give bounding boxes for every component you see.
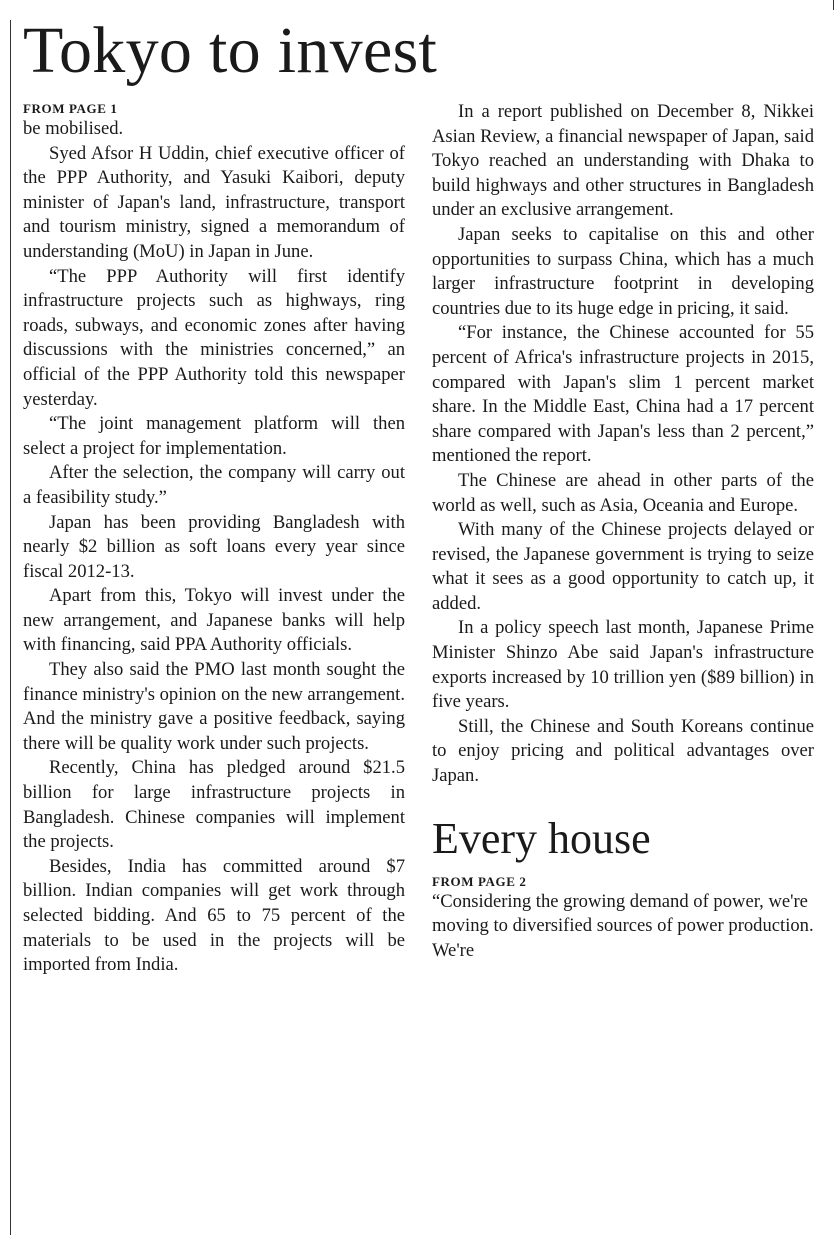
paragraph: Still, the Chinese and South Koreans continue to enjoy pricing and political advantages over Japan. bbox=[432, 715, 814, 787]
headline-tokyo-to-invest: Tokyo to invest bbox=[23, 14, 438, 87]
paragraph: With many of the Chinese projects delayed or revised, the Japanese government is trying to seize what it sees as a good opportunity to catch up, it added. bbox=[432, 519, 814, 614]
paragraph: “Considering the growing demand of power, we're moving to diversified sources of power production. We're bbox=[432, 890, 814, 961]
paragraph: Recently, China has pledged around $21.5 billion for large infrastructure projects in Bangladesh. Chinese companies will implement the projects. bbox=[23, 757, 405, 853]
paragraph: They also said the PMO last month sought the finance ministry's opinion on the new arrangement. And the ministry gave a positive feedback, saying there will be quality work under such projects. bbox=[23, 659, 405, 754]
paragraph: Besides, India has committed around $7 billion. Indian companies will get work through selected bidding. And 65 to 75 percent of the materials to be used in the projects will be imported from India. bbox=[23, 855, 405, 976]
column-rule-left bbox=[10, 20, 11, 1235]
paragraph: Japan seeks to capitalise on this and other opportunities to surpass China, which has a much larger infrastructure footprint in developing countries due to its huge edge in pricing, it said. bbox=[432, 223, 814, 319]
paragraph: In a report published on December 8, Nikkei Asian Review, a financial newspaper of Japan, said Tokyo reached an understanding with Dhaka to build highways and other structures in Bangladesh under an exclusive arrangement. bbox=[432, 101, 814, 221]
paragraph: be mobilised. bbox=[23, 118, 124, 139]
paragraph: In a policy speech last month, Japanese Prime Minister Shinzo Abe said Japan's infrastructure exports increased by 10 trillion yen ($89 billion) in five years. bbox=[432, 617, 814, 713]
paragraph: After the selection, the company will carry out a feasibility study.” bbox=[23, 462, 405, 508]
jump-kicker: FROM PAGE 1 bbox=[23, 101, 118, 116]
paragraph: Japan has been providing Bangladesh with nearly $2 billion as soft loans every year since fiscal 2012-13. bbox=[23, 511, 405, 582]
paragraph: Apart from this, Tokyo will invest under the new arrangement, and Japanese banks will help with financing, said PPA Authority officials. bbox=[23, 585, 405, 656]
paragraph: “For instance, the Chinese accounted for 55 percent of Africa's infrastructure projects in 2015, compared with Japan's slim 1 percent market share. In the Middle East, China had a 17 percent share compared with Japan's less than 2 percent,” mentioned the report. bbox=[432, 322, 814, 467]
paragraph: “The joint management platform will then select a project for implementation. bbox=[23, 413, 405, 459]
paragraph: Syed Afsor H Uddin, chief executive officer of the PPP Authority, and Yasuki Kaibori, deputy minister of Japan's land, infrastructure, transport and tourism ministry, signed a memorandum of understanding (MoU) in Japan in June. bbox=[23, 142, 405, 262]
paragraph: “The PPP Authority will first identify infrastructure projects such as highways, ring roads, subways, and economic zones after having discussions with the ministries concerned,” an official of the PPP Authority told this newspaper yesterday. bbox=[23, 265, 405, 410]
column-rule-right bbox=[833, 0, 834, 10]
paragraph: The Chinese are ahead in other parts of the world as well, such as Asia, Oceania and Europe. bbox=[432, 469, 814, 516]
jump-kicker: FROM PAGE 2 bbox=[432, 873, 527, 889]
article-column-left bbox=[23, 100, 405, 978]
headline-every-house: Every house bbox=[432, 813, 651, 863]
article-column-right bbox=[432, 100, 814, 963]
